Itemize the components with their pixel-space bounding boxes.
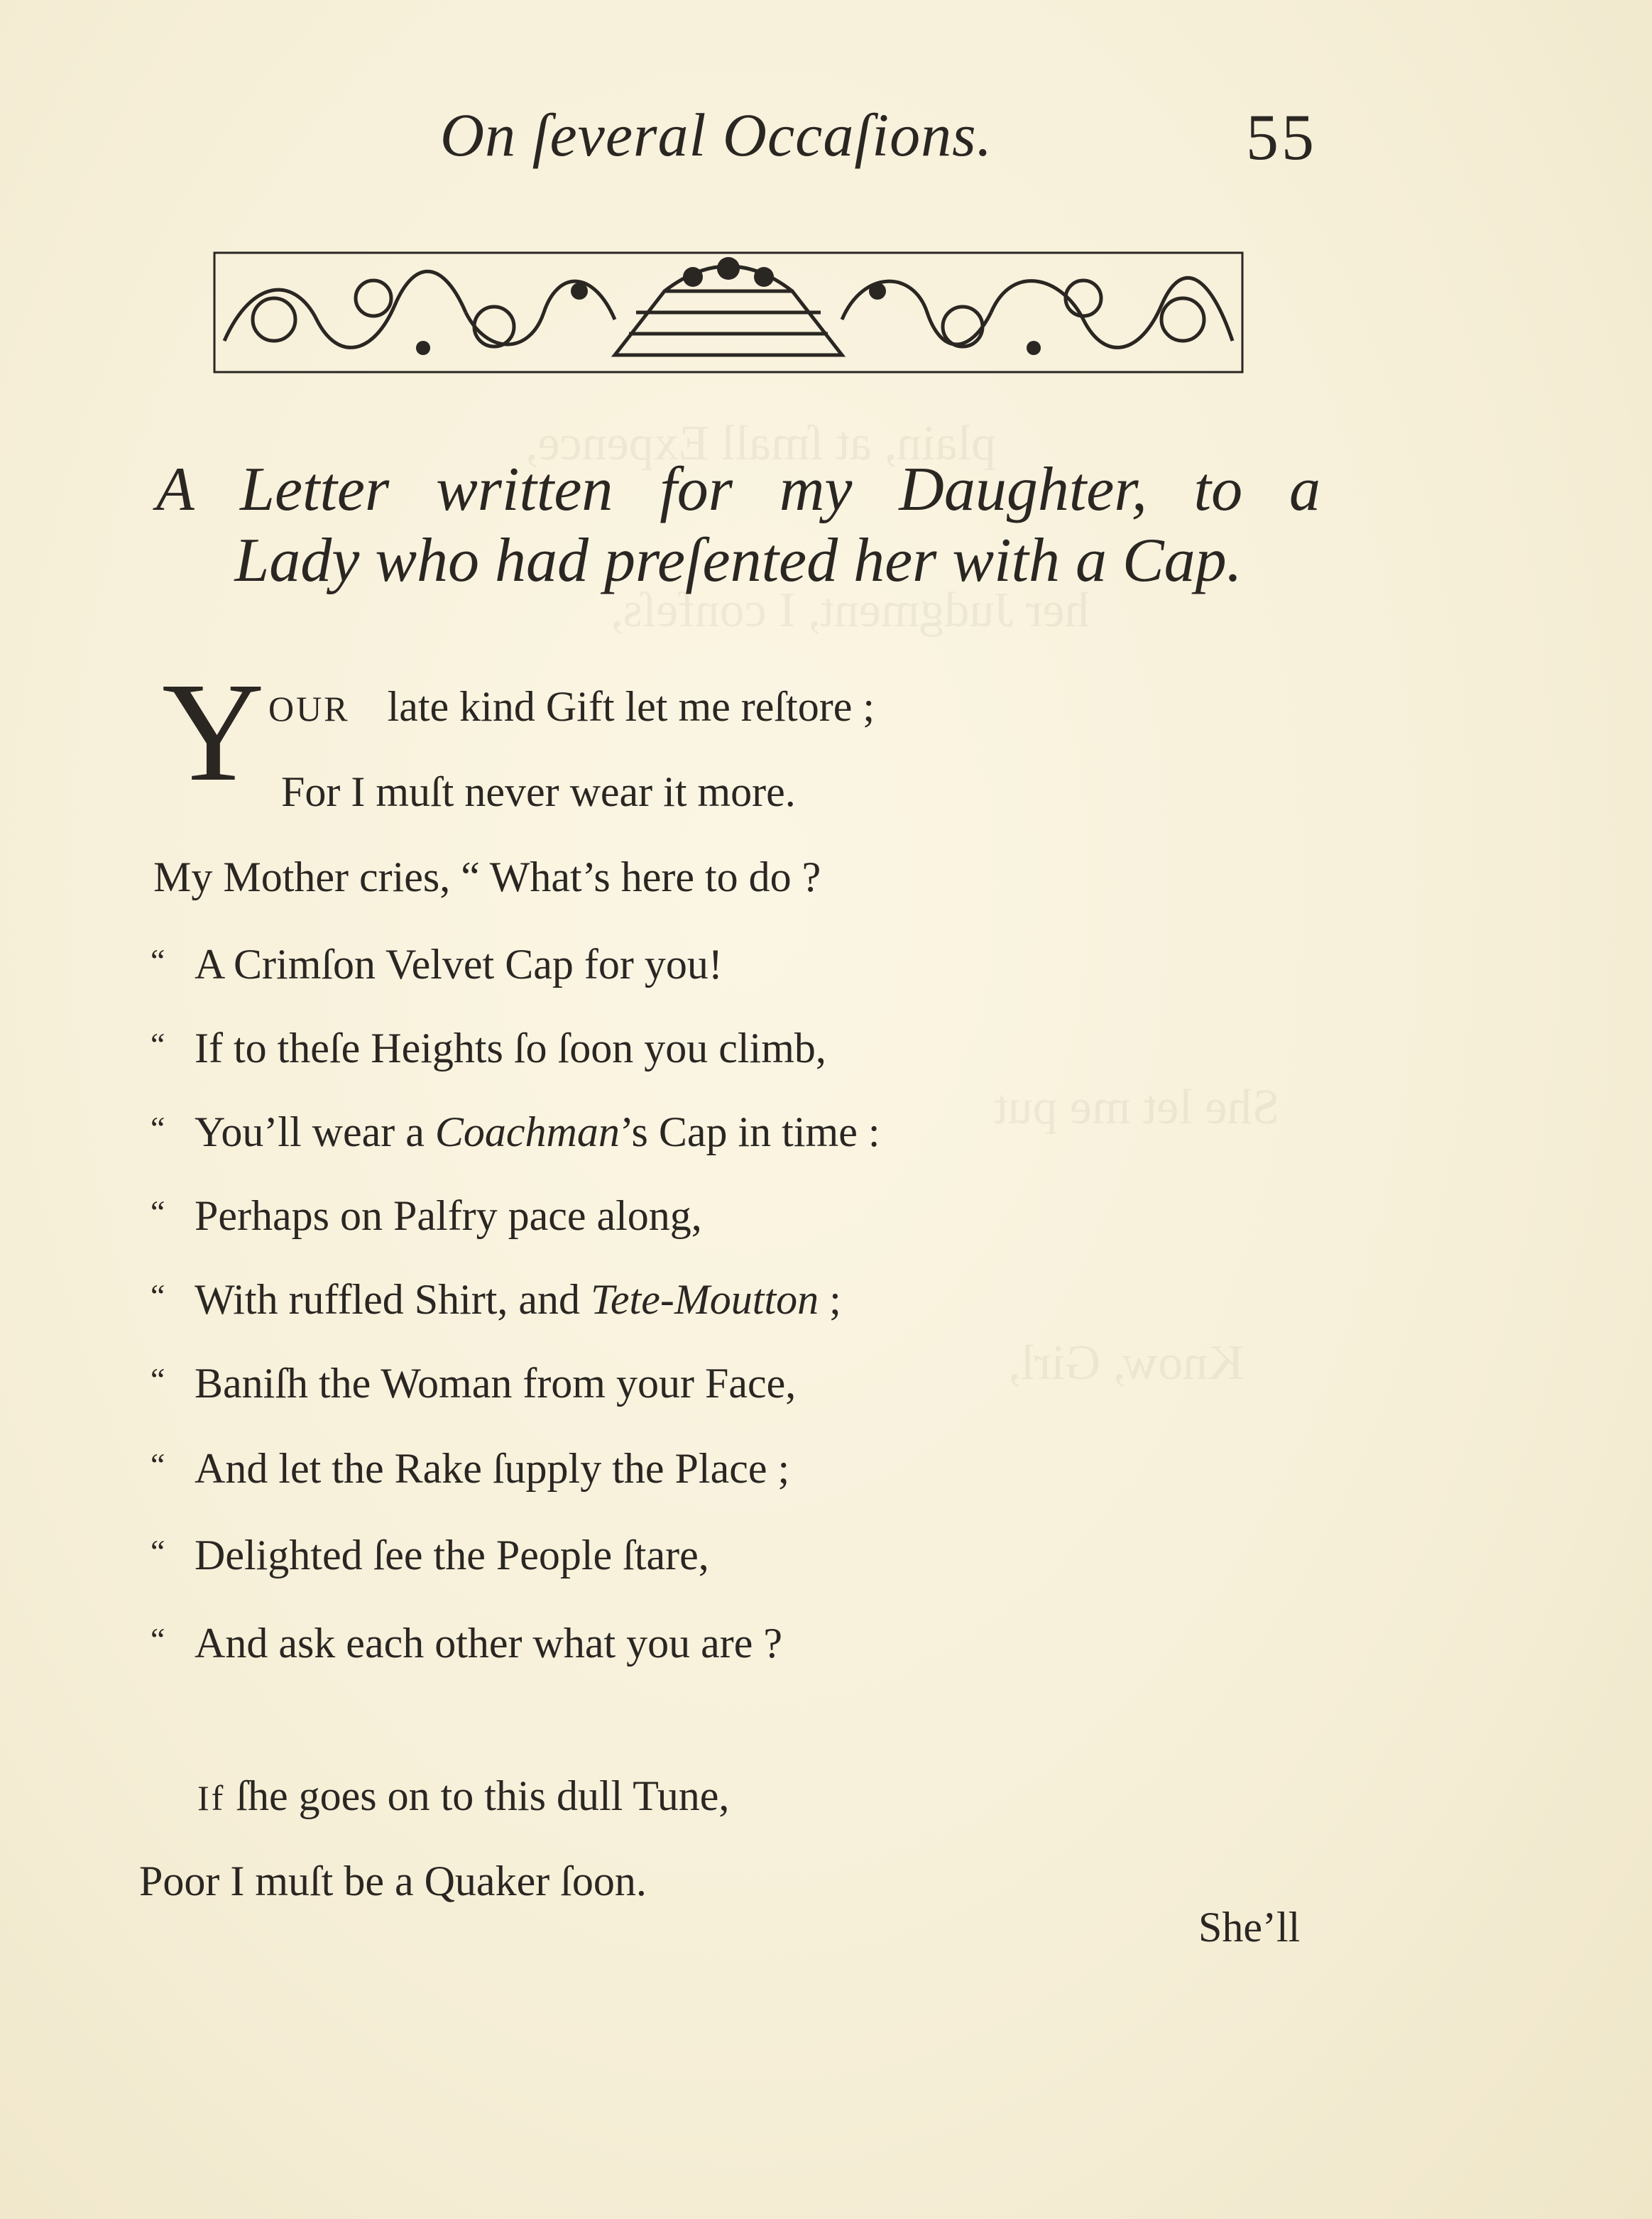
verse-text: And ask each other what you are ? [195,1620,782,1667]
smallcaps-word: If [197,1778,226,1818]
verse-line-6 [151,1103,880,1157]
verse-text: ’s Cap in time : [619,1108,880,1155]
verse-line-10 [151,1440,789,1493]
opening-quote: “ [151,1194,165,1230]
verse-text: A Crimſon Velvet Cap for you! [195,941,723,988]
smallcaps-word: OUR [268,689,350,729]
show-through-text: plain, at ſmall Expence, [525,416,996,471]
show-through-text: She let me put [994,1080,1280,1135]
verse-text: If to theſe Heights ſo ſoon you climb, [195,1025,826,1072]
show-through-text: her Judgment, I confeſs, [611,583,1090,638]
opening-quote: “ [151,1361,165,1397]
verse-text: Delighted ſee the People ſtare, [195,1532,709,1579]
opening-quote: “ [151,942,165,978]
verse-text: ſhe goes on to this dull Tune, [225,1772,730,1819]
opening-quote: “ [151,1026,165,1062]
show-through-text: Know, Girl, [1008,1336,1244,1390]
verse-line-9 [151,1355,796,1408]
verse-line-7 [151,1187,702,1241]
verse-line-4 [151,936,723,989]
verse-line-11 [151,1527,709,1580]
italic-word: Coachman [434,1108,620,1155]
italic-word: Tete-Moutton [591,1276,819,1323]
verse-text: With ruffled Shirt, and [195,1276,591,1323]
opening-quote: “ [151,1110,165,1146]
opening-quote: “ [151,1621,165,1657]
ornamental-headpiece-icon [210,249,1247,376]
verse-text: And let the Rake ſupply the Place ; [195,1445,790,1492]
opening-quote: “ [151,1446,165,1483]
page-number: 55 [1246,101,1317,173]
verse-line-12 [151,1615,782,1668]
drop-cap: Y [162,654,265,811]
verse-line-13 [197,1771,729,1823]
title-line-2: Lady who had preſented her with a Cap. [234,526,1242,595]
verse-line-14: Poor I muſt be a Quaker ſoon. [139,1858,647,1904]
verse-text: Perhaps on Palfry pace along, [195,1192,702,1239]
verse-line-5 [151,1020,826,1073]
verse-text: Baniſh the Woman from your Face, [195,1360,797,1407]
verse-line-2: For I muſt never wear it more. [281,768,796,815]
verse-line-3: My Mother cries, “ What’s here to do ? [153,854,821,900]
verse-text: ; [819,1276,841,1323]
opening-quote: “ [151,1533,165,1569]
verse-line-8 [151,1271,841,1324]
opening-quote: “ [151,1277,165,1314]
verse-line-1 [268,682,875,734]
verse-text: late kind Gift let me reſtore ; [387,683,875,730]
running-head: On ſeveral Occaſions. [440,101,993,169]
poem-title [156,454,1320,596]
title-line-1: A Letter written for my Daughter, to a [156,455,1320,524]
catchword: She’ll [1198,1904,1301,1951]
verse-text: You’ll wear a [195,1108,435,1155]
